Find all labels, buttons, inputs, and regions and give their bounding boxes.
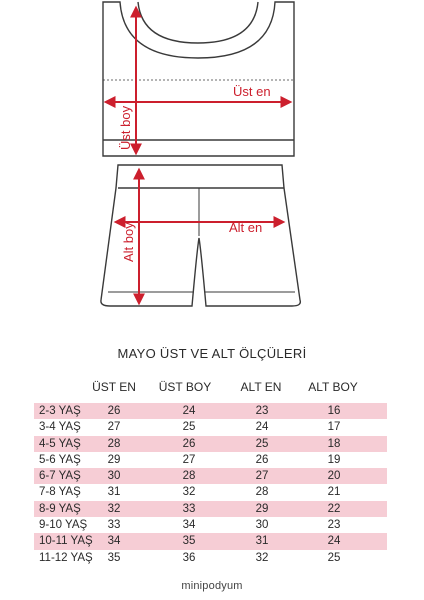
table-row [34, 419, 387, 435]
value-cell: 17 [327, 421, 341, 434]
age-cell: 11-12 YAŞ [39, 551, 93, 564]
table-row [34, 452, 387, 468]
value-cell: 28 [182, 470, 196, 483]
value-cell: 35 [182, 535, 196, 548]
value-cell: 32 [182, 486, 196, 499]
value-cell: 34 [182, 519, 196, 532]
value-cell: 26 [107, 405, 121, 417]
value-cell: 34 [107, 535, 121, 548]
value-cell: 18 [327, 437, 341, 450]
age-cell: 9-10 YAŞ [39, 519, 88, 532]
header-ust-boy: ÜST BOY [158, 380, 212, 394]
age-cell: 2-3 YAŞ [39, 405, 81, 417]
brand-logo-text: minipodyum [181, 580, 243, 592]
value-cell: 28 [255, 486, 269, 499]
value-cell: 20 [327, 470, 341, 483]
table-row [34, 436, 387, 452]
age-cell: 7-8 YAŞ [39, 486, 81, 499]
value-cell: 24 [182, 405, 196, 417]
table-row [34, 468, 387, 484]
age-cell: 6-7 YAŞ [39, 470, 81, 483]
table-row [34, 484, 387, 500]
value-cell: 33 [107, 519, 121, 532]
value-cell: 25 [255, 437, 269, 450]
value-cell: 25 [327, 551, 341, 564]
value-cell: 24 [255, 421, 269, 434]
value-cell: 26 [182, 437, 196, 450]
age-cell: 5-6 YAŞ [39, 453, 81, 466]
value-cell: 27 [107, 421, 121, 434]
table-row [34, 533, 387, 549]
value-cell: 36 [182, 551, 196, 564]
header-ust-en: ÜST EN [92, 380, 136, 394]
label-ust-boy: Üst boy [118, 105, 133, 150]
table-row [34, 403, 387, 419]
value-cell: 27 [182, 453, 196, 466]
value-cell: 21 [327, 486, 341, 499]
table-row [34, 517, 387, 533]
value-cell: 29 [255, 502, 269, 515]
value-cell: 23 [255, 405, 269, 417]
table-title: MAYO ÜST VE ALT ÖLÇÜLERİ [117, 346, 307, 361]
value-cell: 32 [107, 502, 121, 515]
value-cell: 35 [107, 551, 121, 564]
value-cell: 25 [182, 421, 196, 434]
value-cell: 29 [107, 453, 121, 466]
label-alt-en: Alt en [229, 220, 263, 235]
size-table [34, 403, 387, 566]
label-alt-boy: Alt boy [121, 222, 136, 262]
value-cell: 33 [182, 502, 196, 515]
value-cell: 24 [327, 535, 341, 548]
header-alt-boy: ALT BOY [308, 380, 358, 394]
header-alt-en: ALT EN [240, 380, 282, 394]
table-row [34, 550, 387, 566]
age-cell: 4-5 YAŞ [39, 437, 81, 450]
value-cell: 30 [255, 519, 269, 532]
value-cell: 26 [255, 453, 269, 466]
value-cell: 31 [107, 486, 121, 499]
value-cell: 30 [107, 470, 121, 483]
value-cell: 32 [255, 551, 269, 564]
age-cell: 3-4 YAŞ [39, 421, 81, 434]
table-row [34, 501, 387, 517]
value-cell: 16 [327, 405, 341, 417]
value-cell: 31 [255, 535, 269, 548]
value-cell: 19 [327, 453, 341, 466]
label-ust-en: Üst en [233, 84, 271, 99]
age-cell: 10-11 YAŞ [39, 535, 93, 548]
value-cell: 27 [255, 470, 269, 483]
age-cell: 8-9 YAŞ [39, 502, 81, 515]
value-cell: 22 [327, 502, 341, 515]
value-cell: 23 [327, 519, 341, 532]
value-cell: 28 [107, 437, 121, 450]
